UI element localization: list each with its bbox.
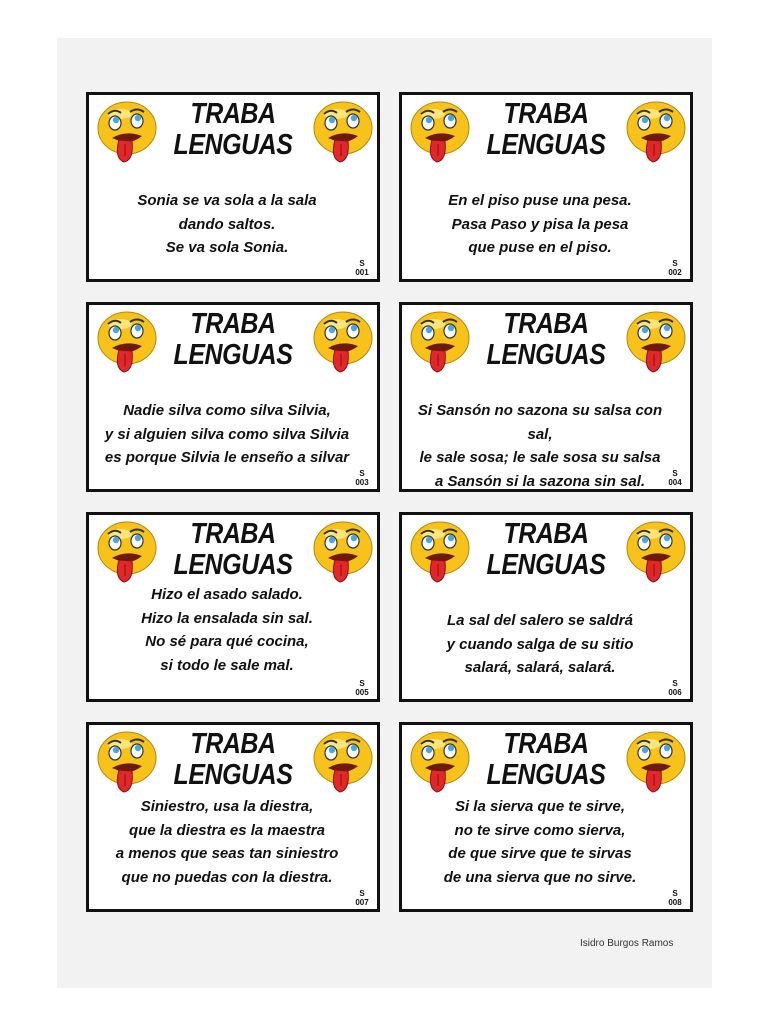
tongue-twister-card-3 (86, 302, 380, 492)
card-code (352, 469, 372, 487)
card-title-line-1: TRABA (503, 728, 589, 760)
tongue-twister-card-2 (399, 92, 693, 282)
card-series: S (672, 889, 678, 898)
card-title-line-2: LENGUAS (173, 129, 293, 161)
card-title-line-1: TRABA (503, 98, 589, 130)
text-line: que puse en el piso. (468, 239, 612, 256)
text-line: y si alguien silva como silva Silvia (104, 425, 350, 443)
text-line: En el piso puse una pesa. (448, 192, 632, 209)
card-series: S (672, 469, 678, 478)
tongue-twister-card-1 (86, 92, 380, 282)
card-title (109, 99, 357, 161)
text-line: Hizo la ensalada sin sal. (141, 609, 313, 627)
card-title (109, 519, 357, 581)
card-number: 004 (668, 478, 682, 487)
card-code (352, 679, 372, 697)
card-number: 006 (668, 688, 682, 697)
card-number: 003 (355, 478, 369, 487)
card-series: S (359, 469, 365, 478)
text-line: si todo le sale mal. (160, 656, 294, 674)
text-line: y cuando salga de su sitio (446, 635, 634, 653)
card-code (665, 259, 685, 277)
card-title-line-1: TRABA (190, 98, 276, 130)
card-number: 002 (668, 268, 682, 277)
tongue-twister-text (408, 399, 672, 493)
text-line: que no puedas con la diestra. (121, 868, 333, 886)
card-code (352, 889, 372, 907)
text-line: dando saltos. (178, 215, 276, 233)
card-title (422, 309, 670, 371)
tongue-twister-card-6 (399, 512, 693, 702)
card-title (422, 99, 670, 161)
card-code (665, 679, 685, 697)
text-line: Si la sierva que te sirve, (454, 798, 626, 815)
card-title (109, 309, 357, 371)
text-line: Siniestro, usa la diestra, (140, 798, 314, 815)
tongue-twister-text (408, 609, 672, 680)
card-title-line-2: LENGUAS (486, 759, 606, 791)
card-title-line-2: LENGUAS (173, 759, 293, 791)
tongue-twister-text (95, 399, 359, 470)
tongue-twister-text (408, 795, 672, 889)
text-line: es porque Silvia le enseño a silvar (104, 449, 350, 466)
card-title-line-2: LENGUAS (173, 549, 293, 581)
card-title (422, 729, 670, 791)
card-title-line-1: TRABA (503, 518, 589, 550)
text-line: a Sansón si la sazona sin sal. (434, 472, 646, 490)
text-line: salará, salará, salará. (464, 659, 616, 676)
card-title-line-1: TRABA (503, 308, 589, 340)
tongue-twister-card-8 (399, 722, 693, 912)
text-line: le sale sosa; le sale sosa su salsa (419, 449, 661, 466)
card-code (665, 889, 685, 907)
card-series: S (359, 259, 365, 268)
tongue-twister-text (95, 583, 359, 677)
card-title-line-1: TRABA (190, 518, 276, 550)
card-title-line-1: TRABA (190, 308, 276, 340)
tongue-twister-card-5 (86, 512, 380, 702)
text-line: Si Sansón no sazona su salsa con sal, (417, 402, 663, 443)
card-title-line-2: LENGUAS (486, 339, 606, 371)
text-line: La sal del salero se saldrá (447, 612, 633, 629)
tongue-twister-text (408, 189, 672, 260)
text-line: que la diestra es la maestra (129, 821, 325, 839)
text-line: Hizo el asado salado. (151, 586, 303, 603)
card-code (665, 469, 685, 487)
text-line: No sé para qué cocina, (145, 633, 309, 650)
card-series: S (672, 259, 678, 268)
text-line: Sonia se va sola a la sala (137, 192, 317, 209)
text-line: no te sirve como sierva, (454, 821, 626, 839)
card-title-line-1: TRABA (190, 728, 276, 760)
card-series: S (359, 679, 365, 688)
text-line: a menos que seas tan siniestro (115, 845, 339, 862)
tongue-twister-card-7 (86, 722, 380, 912)
tongue-twister-text (95, 795, 359, 889)
card-title-line-2: LENGUAS (486, 549, 606, 581)
text-line: Nadie silva como silva Silvia, (123, 402, 331, 419)
card-code (352, 259, 372, 277)
tongue-twister-card-4 (399, 302, 693, 492)
card-number: 007 (355, 898, 369, 907)
card-series: S (359, 889, 365, 898)
author-credit: Isidro Burgos Ramos (580, 938, 674, 949)
card-series: S (672, 679, 678, 688)
card-title-line-2: LENGUAS (173, 339, 293, 371)
tongue-twister-text (95, 189, 359, 260)
card-title (109, 729, 357, 791)
card-number: 001 (355, 268, 369, 277)
card-number: 005 (355, 688, 369, 697)
card-title-line-2: LENGUAS (486, 129, 606, 161)
text-line: Se va sola Sonia. (165, 239, 289, 256)
text-line: de que sirve que te sirvas (448, 845, 632, 862)
card-number: 008 (668, 898, 682, 907)
text-line: Pasa Paso y pisa la pesa (451, 215, 629, 233)
card-title (422, 519, 670, 581)
text-line: de una sierva que no sirve. (443, 868, 637, 886)
